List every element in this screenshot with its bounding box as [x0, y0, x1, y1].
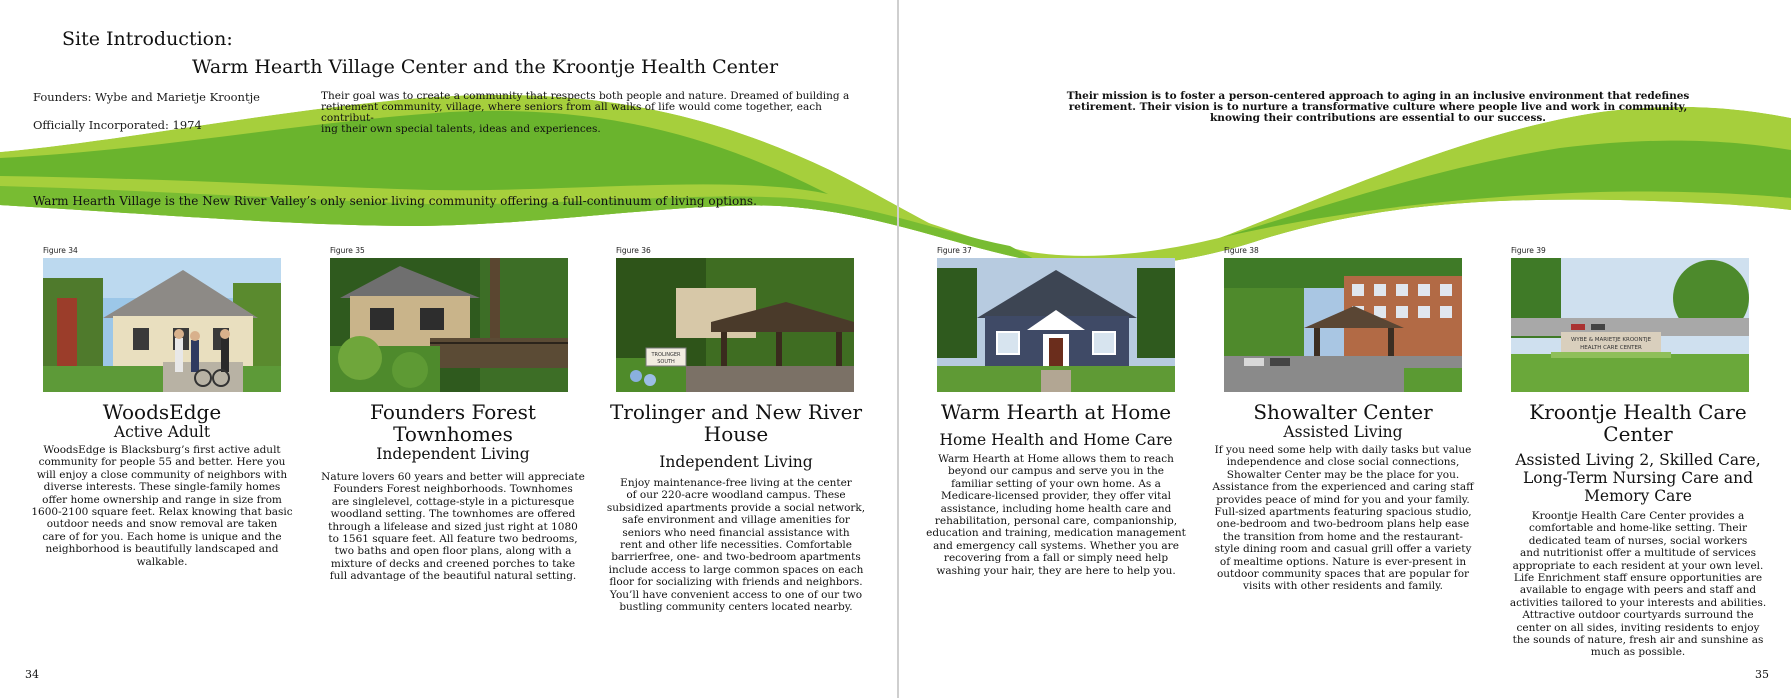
- body-line: of our 220-acre woodland campus. These: [626, 489, 846, 502]
- body-line: If you need some help with daily tasks but value: [1214, 444, 1472, 456]
- mission-paragraph: [1058, 91, 1698, 124]
- body-line: care of for you. Each home is unique and the: [42, 530, 282, 543]
- figure-35: [330, 246, 568, 392]
- body-line: through a lifelease and sized just right at 1080: [328, 520, 578, 533]
- card-subtitle: Long-Term Nursing Care and: [1522, 469, 1753, 487]
- figure-34: [43, 246, 281, 392]
- body-line: subsidized apartments provide a social network,: [606, 501, 866, 514]
- card-title: Townhomes: [393, 422, 513, 446]
- card-title: Warm Hearth at Home: [940, 400, 1172, 424]
- body-line: Full-sized apartments featuring spacious studio,: [1214, 506, 1472, 519]
- mission-line: knowing their contributions are essential to our success.: [1210, 112, 1546, 124]
- figure-label: Figure 36: [616, 246, 651, 255]
- body-line: neighborhood is beautifully landscaped and: [45, 543, 279, 556]
- body-line: Assistance from the experienced and caring staff: [1212, 481, 1474, 494]
- card-title: Kroontje Health Care: [1529, 400, 1747, 424]
- body-line: recovering from a fall or simply need help: [943, 552, 1169, 565]
- card-title: Trolinger and New River: [609, 400, 863, 424]
- body-line: and emergency call systems. Whether you are: [933, 539, 1179, 552]
- body-line: will enjoy a close community of neighbors with: [36, 468, 288, 481]
- body-line: mixture of decks and creened porches to take: [330, 557, 576, 570]
- body-line: familiar setting of your own home. As a: [951, 477, 1161, 490]
- body-line: outdoor community spaces that are popular for: [1216, 568, 1470, 581]
- figure-label: Figure 37: [937, 246, 972, 255]
- body-line: WoodsEdge is Blacksburg’s first active adult: [43, 444, 281, 456]
- kroontje-sign-text: HEALTH CARE CENTER: [1580, 345, 1642, 351]
- body-line: appropriate to each resident at your own level.: [1512, 559, 1764, 572]
- body-line: offer home ownership and range in size from: [42, 493, 282, 506]
- body-line: washing your hair, they are here to help you.: [936, 564, 1176, 577]
- body-line: community for people 55 and better. Here you: [38, 456, 286, 469]
- body-line: Medicare-licensed provider, they offer vital: [941, 490, 1171, 503]
- card-subtitle: Memory Care: [1584, 487, 1692, 505]
- house-photo: [43, 258, 281, 392]
- card-subtitle: Independent Living: [659, 453, 813, 471]
- body-line: rehabilitation, personal care, companionship,: [934, 515, 1178, 528]
- figure-38: [1224, 246, 1462, 392]
- figure-label: Figure 39: [1511, 246, 1546, 255]
- body-line: style dining room and casual grill offer a variety: [1214, 543, 1472, 556]
- body-line: Attractive outdoor courtyards surround the: [1522, 609, 1754, 622]
- tagline-text: Warm Hearth Village is the New River Valley’s only senior living community offering a full-continuum of living options.: [33, 194, 757, 208]
- card-warm-hearth-at-home: [920, 401, 1192, 577]
- body-line: seniors who need financial assistance with: [622, 526, 850, 539]
- body-line: beyond our campus and serve you in the: [948, 465, 1164, 478]
- body-line: dedicated team of nurses, social workers: [1528, 534, 1748, 547]
- trolinger-sign-text: TROLINGER: [651, 352, 681, 358]
- card-subtitle: Home Health and Home Care: [939, 431, 1173, 449]
- card-subtitle: Independent Living: [376, 445, 530, 463]
- card-body: [30, 444, 294, 568]
- body-line: Kroontje Health Care Center provides a: [1531, 510, 1745, 522]
- card-title: Center: [1603, 422, 1673, 446]
- card-kroontje-health-care: [1500, 401, 1776, 659]
- body-line: one-bedroom and two-bedroom plans help ease: [1216, 518, 1470, 531]
- body-line: assistance, including home health care and: [940, 502, 1172, 515]
- page-gutter: [897, 0, 899, 698]
- body-line: walkable.: [136, 555, 188, 568]
- card-body: [1500, 510, 1776, 659]
- body-line: visits with other residents and family.: [1243, 580, 1443, 593]
- body-line: the sounds of nature, fresh air and sunshine as: [1512, 634, 1764, 647]
- kroontje-sign-text: WYBE & MARIETJE KROONTJE: [1570, 337, 1652, 343]
- health-center-sign-photo: [1511, 258, 1749, 392]
- mission-line: retirement. Their vision is to nurture a transformative culture where people live and work in community,: [1068, 101, 1688, 113]
- card-title: WoodsEdge: [102, 400, 222, 424]
- body-line: much as possible.: [1590, 646, 1686, 659]
- body-line: center on all sides, inviting residents to enjoy: [1516, 621, 1760, 634]
- card-body: [600, 477, 872, 613]
- mission-line: Their mission is to foster a person-centered approach to aging in an inclusive environment that redefines: [1066, 90, 1690, 102]
- figure-36: [616, 246, 854, 392]
- body-line: provides peace of mind for you and your family.: [1216, 493, 1470, 506]
- figure-37: [937, 246, 1175, 392]
- goal-paragraph: [321, 91, 866, 135]
- body-line: comfortable and home-like setting. Their: [1529, 522, 1747, 535]
- body-line: available to engage with peers and staff and: [1519, 584, 1757, 597]
- card-title: Showalter Center: [1253, 400, 1433, 424]
- card-body: [920, 453, 1192, 577]
- body-line: bustling community centers located nearby.: [619, 601, 853, 614]
- body-line: two baths and open floor plans, along with a: [334, 545, 572, 558]
- page-number-right: 35: [1755, 668, 1769, 681]
- trolinger-sign-text: SOUTH: [657, 359, 675, 365]
- goal-line: retirement community, village, where seniors from all walks of life would come together, each contribut-: [321, 101, 822, 124]
- figure-label: Figure 35: [330, 246, 365, 255]
- card-trolinger: [600, 401, 872, 613]
- body-line: Nature lovers 60 years and better will appreciate: [321, 471, 585, 483]
- card-subtitle: Active Adult: [113, 423, 211, 441]
- body-line: outdoor needs and snow removal are taken: [46, 518, 278, 531]
- card-body: [1207, 444, 1479, 593]
- pavilion-photo: [616, 258, 854, 392]
- body-line: barrierfree, one- and two-bedroom apartments: [611, 551, 861, 564]
- body-line: education and training, medication management: [926, 527, 1186, 540]
- figure-label: Figure 38: [1224, 246, 1259, 255]
- incorporated-text: Officially Incorporated: 1974: [33, 118, 202, 132]
- card-title: House: [703, 422, 769, 446]
- body-line: 1600-2100 square feet. Relax knowing that basic: [31, 506, 293, 519]
- townhome-photo: [330, 258, 568, 392]
- apartment-building-photo: [1224, 258, 1462, 392]
- goal-line: Their goal was to create a community that respects both people and nature. Dreamed of building a: [321, 90, 850, 102]
- body-line: You’ll have convenient access to one of our two: [609, 588, 863, 601]
- body-line: Showalter Center may be the place for you.: [1226, 468, 1460, 481]
- card-showalter-content: [1207, 401, 1479, 593]
- figure-39: [1511, 246, 1749, 392]
- body-line: are singlelevel, cottage-style in a picturesque: [331, 495, 575, 508]
- body-line: floor for socializing with friends and neighbors.: [609, 576, 863, 589]
- body-line: Warm Hearth at Home allows them to reach: [938, 453, 1174, 465]
- body-line: the transition from home and the restaurant-: [1223, 530, 1463, 543]
- section-label: Site Introduction:: [62, 28, 233, 50]
- card-body: [317, 471, 589, 583]
- founders-text: Founders: Wybe and Marietje Kroontje: [33, 90, 260, 104]
- craftsman-house-photo: [937, 258, 1175, 392]
- body-line: and nutritionist offer a multitude of services: [1520, 547, 1756, 560]
- body-line: activities tailored to your interests and abilities.: [1509, 596, 1767, 609]
- figure-label: Figure 34: [43, 246, 78, 255]
- body-line: safe environment and village amenities for: [622, 514, 850, 527]
- body-line: Founders Forest neighborhoods. Townhomes: [333, 483, 573, 496]
- body-line: include access to large common spaces on each: [608, 563, 864, 576]
- body-line: diverse interests. These single-family homes: [43, 481, 281, 494]
- body-line: to 1561 square feet. All feature two bedrooms,: [328, 533, 578, 546]
- card-subtitle: Assisted Living: [1283, 423, 1403, 441]
- card-founders-forest: [317, 401, 589, 583]
- page-number-left: 34: [25, 668, 39, 681]
- body-line: rent and other life necessities. Comfortable: [619, 539, 853, 552]
- body-line: full advantage of the beautiful natural setting.: [329, 570, 577, 583]
- body-line: independence and close social connections,: [1226, 456, 1460, 469]
- body-line: woodland setting. The townhomes are offered: [330, 508, 576, 521]
- card-subtitle: Assisted Living 2, Skilled Care,: [1515, 451, 1761, 469]
- card-woodsedge: [30, 401, 294, 568]
- body-line: of mealtime options. Nature is ever-present in: [1219, 555, 1467, 568]
- body-line: Life Enrichment staff ensure opportunities are: [1513, 572, 1763, 585]
- goal-line: ing their own special talents, ideas and experiences.: [321, 123, 601, 135]
- card-title: Founders Forest: [370, 400, 536, 424]
- page-title: Warm Hearth Village Center and the Kroontje Health Center: [192, 56, 779, 78]
- body-line: Enjoy maintenance-free living at the center: [620, 477, 852, 489]
